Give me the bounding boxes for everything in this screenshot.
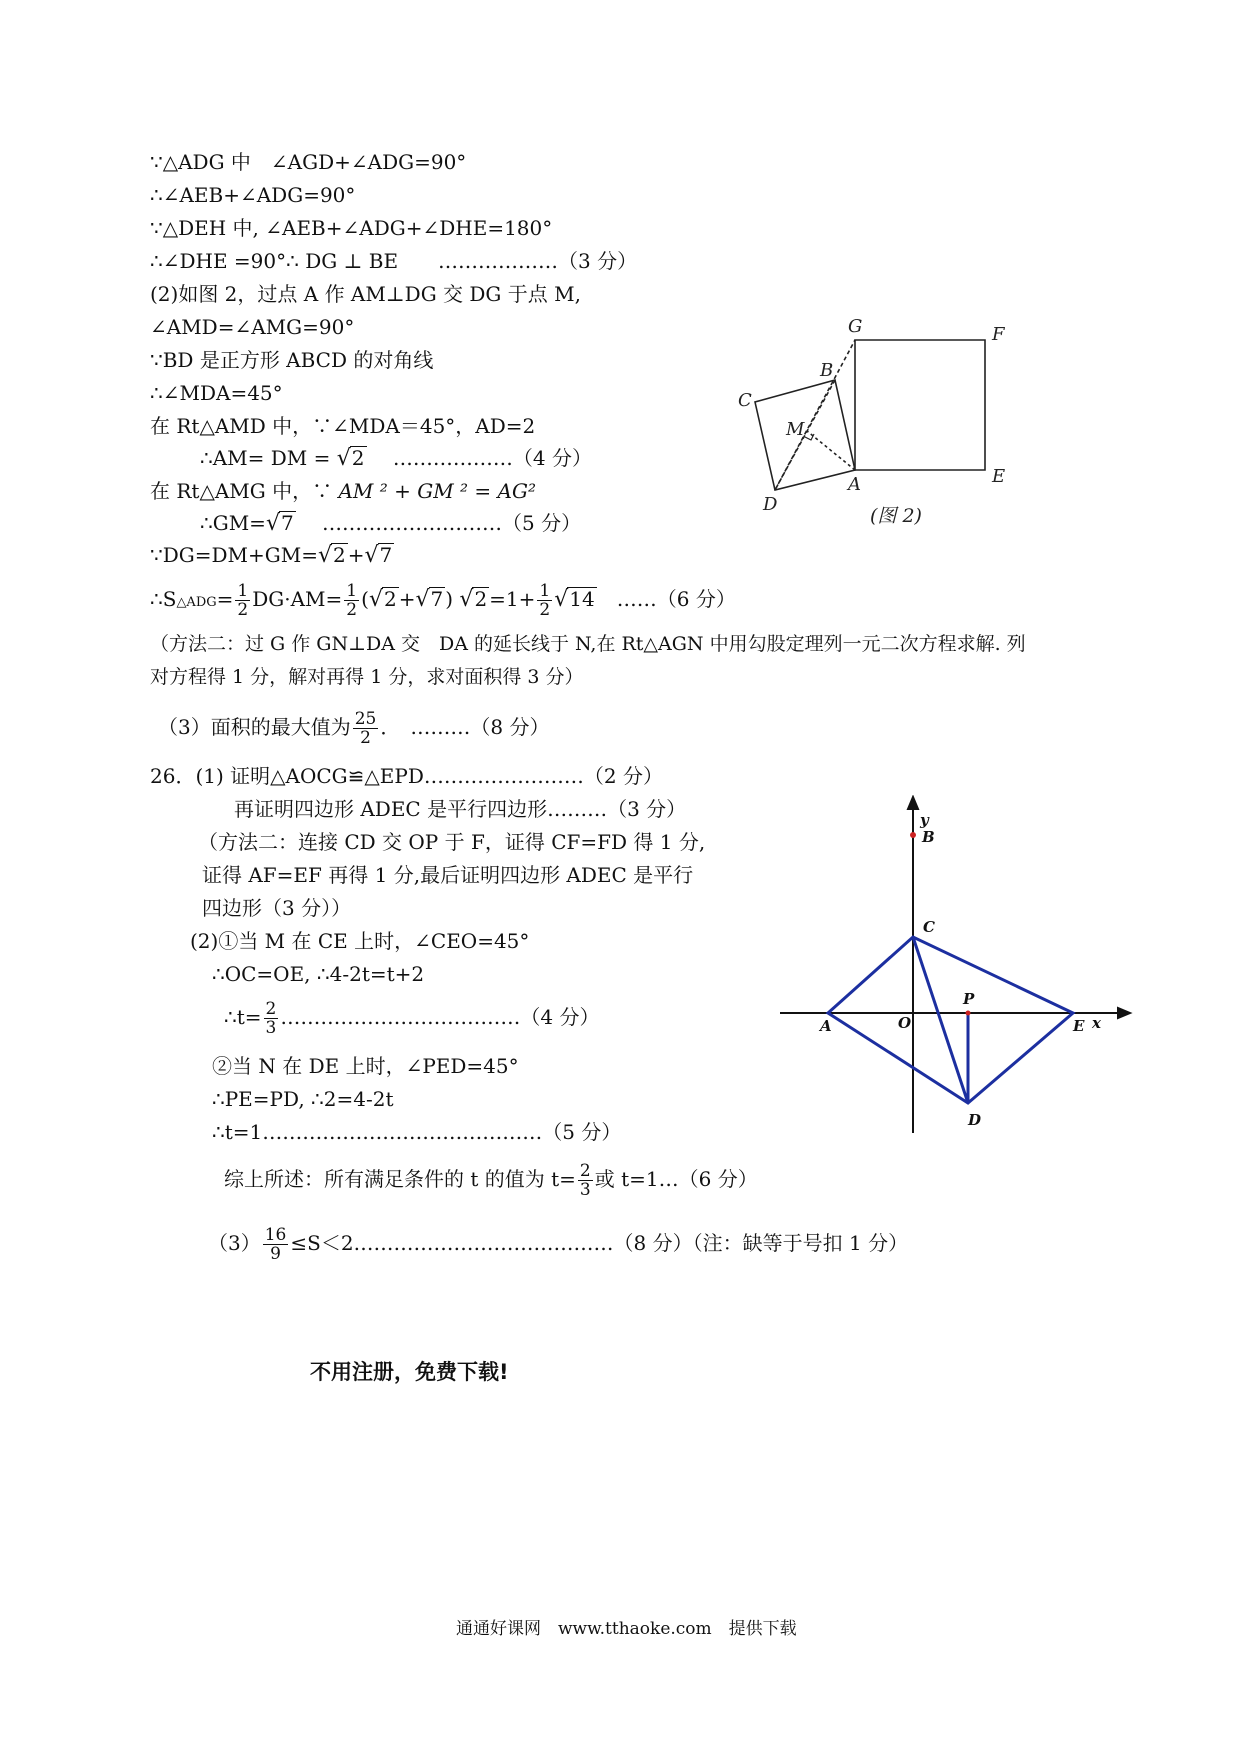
line-3: ∵△DEH 中, ∠AEB+∠ADG+∠DHE=180° [150, 216, 553, 240]
point-p [966, 1011, 971, 1016]
line-26: ②当 N 在 DE 上时，∠PED=45° [212, 1054, 519, 1078]
line-18: 26．(1) 证明△AOCG≌△EPD……………………（2 分） [150, 764, 663, 788]
line-11: 在 Rt△AMG 中，∵ AM ² + GM ² = AG² [150, 479, 536, 503]
figure-26-coordinate-plane [770, 795, 1140, 1145]
line-20: （方法二：连接 CD 交 OP 于 F，证得 CF=FD 得 1 分, [198, 830, 706, 854]
line-13: ∵DG=DM+GM=√2 +√7 [150, 543, 393, 568]
label-a: A [848, 474, 861, 495]
line-23: (2)①当 M 在 CE 上时，∠CEO=45° [190, 929, 530, 953]
square-agfe [855, 340, 985, 470]
label-d: D [763, 494, 778, 515]
line-1: ∵△ADG 中 ∠AGD+∠ADG=90° [150, 150, 467, 174]
square-abcd [755, 380, 855, 490]
line-12: ∴GM=√7 ………………………（5 分） [200, 511, 582, 536]
point-b [910, 832, 916, 838]
line-22: 四边形（3 分）） [202, 896, 352, 920]
segment-bd [775, 380, 835, 490]
line-16: 对方程得 1 分，解对再得 1 分，求对面积得 3 分） [150, 666, 584, 688]
line-25: ∴t= $\frac{2}{3}$ ………………………………（4 分） [224, 999, 600, 1038]
line-14: ∴S△ADG= $\frac{1}{2}$ DG·AM= $\frac{1}{2}$ (√2 +√7 ) √2 =1+ $\frac{1}{2}$ √14 ……（6 分） [150, 581, 736, 620]
line-21: 证得 AF=EF 再得 1 分,最后证明四边形 ADEC 是平行 [202, 863, 694, 887]
label-a26: A [820, 1017, 832, 1035]
label-g: G [848, 316, 863, 337]
line-4: ∴∠DHE =90°∴ DG ⊥ BE ………………（3 分） [150, 249, 638, 273]
line-24: ∴OC=OE, ∴4-2t=t+2 [212, 962, 425, 986]
label-y: y [920, 811, 929, 829]
line-8: ∴∠MDA=45° [150, 381, 283, 405]
line-17: （3）面积的最大值为 $\frac{25}{2}$ ． ………（8 分） [158, 709, 550, 748]
line-9: 在 Rt△AMD 中，∵∠MDA＝45°，AD=2 [150, 414, 536, 438]
line-27: ∴PE=PD, ∴2=4-2t [212, 1087, 394, 1111]
line-2: ∴∠AEB+∠ADG=90° [150, 183, 356, 207]
label-c26: C [923, 918, 935, 936]
line-28: ∴t=1……………………………………（5 分） [212, 1120, 622, 1144]
page-footer: 通通好课网 www.tthaoke.com 提供下载 [456, 1619, 797, 1639]
label-o26: O [898, 1014, 912, 1032]
label-p26: P [963, 990, 975, 1008]
line-19: 再证明四边形 ADEC 是平行四边形………（3 分） [234, 797, 687, 821]
line-10: ∴AM= DM = √2 ………………（4 分） [200, 446, 592, 471]
segment-cd [913, 937, 968, 1103]
label-f: F [992, 324, 1005, 345]
label-c: C [738, 390, 752, 411]
label-b26: B [922, 828, 935, 846]
figure-2 [710, 310, 1010, 540]
parallelogram-adec [828, 937, 1073, 1103]
label-e: E [992, 466, 1006, 487]
label-e26: E [1073, 1017, 1085, 1035]
label-d26: D [968, 1111, 982, 1129]
x-arrow [1118, 1008, 1130, 1018]
label-x: x [1092, 1014, 1101, 1032]
line-30: （3） $\frac{16}{9}$ ≤S＜2…………………………………（8 分）（注：缺等于号扣 1 分） [208, 1225, 909, 1264]
line-6: ∠AMD=∠AMG=90° [150, 315, 355, 339]
label-b: B [820, 360, 834, 381]
label-m: M [786, 419, 805, 440]
download-ad-text: 不用注册，免费下载! [310, 1360, 509, 1384]
y-arrow [908, 797, 918, 809]
figure-2-caption: (图 2) [870, 505, 922, 527]
line-7: ∵BD 是正方形 ABCD 的对角线 [150, 348, 434, 372]
line-15: （方法二：过 G 作 GN⊥DA 交 DA 的延长线于 N,在 Rt△AGN 中用勾股定理列一元二次方程求解. 列 [150, 633, 1026, 655]
line-29: 综上所述：所有满足条件的 t 的值为 t= $\frac{2}{3}$ 或 t=1…（6 分） [224, 1161, 758, 1200]
line-5: (2)如图 2，过点 A 作 AM⊥DG 交 DG 于点 M, [150, 282, 581, 306]
